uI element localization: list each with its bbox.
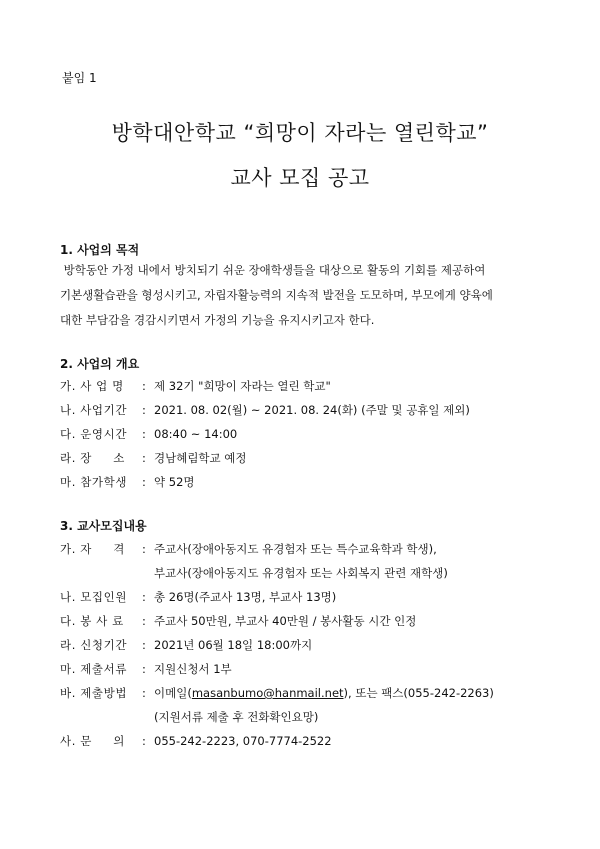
method-prefix: 이메일( bbox=[154, 686, 192, 700]
section-2-heading: 2. 사업의 개요 bbox=[60, 357, 140, 371]
colon: : bbox=[142, 590, 146, 604]
title-line-1: 방학대안학교 “희망이 자라는 열린학교” bbox=[111, 121, 489, 145]
recruit-row-count bbox=[60, 589, 336, 605]
overview-label: 마. 참가학생 bbox=[60, 475, 128, 489]
colon: : bbox=[142, 542, 146, 556]
section-1-line-2: 기본생활습관을 형성시키고, 자립자활능력의 지속적 발전을 도모하며, 부모에게 양육에 bbox=[60, 288, 493, 302]
overview-label: 라. 장 소 bbox=[60, 451, 125, 465]
recruit-qualification-line-2: 부교사(장애아동지도 유경험자 또는 사회복지 관련 재학생) bbox=[154, 566, 448, 580]
title-line-2: 교사 모집 공고 bbox=[230, 166, 370, 190]
colon: : bbox=[142, 451, 146, 465]
section-1-line-3: 대한 부담감을 경감시키면서 가정의 기능을 유지시키고자 한다. bbox=[60, 313, 375, 327]
section-1-line-1: 방학동안 가정 내에서 방치되기 쉬운 장애학생들을 대상으로 활동의 기회를 제공하여 bbox=[60, 263, 486, 277]
recruit-value: 주교사(장애아동지도 유경험자 또는 특수교육학과 학생), bbox=[154, 542, 437, 556]
overview-label: 다. 운영시간 bbox=[60, 427, 128, 441]
recruit-label: 마. 제출서류 bbox=[60, 662, 128, 676]
colon: : bbox=[142, 638, 146, 652]
overview-row-hours bbox=[60, 426, 237, 442]
recruit-row-documents bbox=[60, 661, 232, 677]
colon: : bbox=[142, 403, 146, 417]
recruit-label: 가. 자 격 bbox=[60, 542, 125, 556]
overview-value: 2021. 08. 02(월) ~ 2021. 08. 24(화) (주말 및 공휴일 제외) bbox=[154, 403, 470, 417]
overview-row-name bbox=[60, 378, 331, 394]
recruit-label: 라. 신청기간 bbox=[60, 638, 128, 652]
recruit-row-period bbox=[60, 637, 312, 653]
overview-value: 08:40 ~ 14:00 bbox=[154, 427, 238, 441]
overview-label: 가. 사 업 명 bbox=[60, 379, 124, 393]
recruit-row-method bbox=[60, 685, 494, 701]
overview-row-period bbox=[60, 402, 470, 418]
recruit-row-fee bbox=[60, 613, 416, 629]
colon: : bbox=[142, 662, 146, 676]
method-note: (지원서류 제출 후 전화확인요망) bbox=[154, 710, 319, 724]
recruit-value: 지원신청서 1부 bbox=[154, 662, 232, 676]
colon: : bbox=[142, 379, 146, 393]
overview-row-students bbox=[60, 474, 195, 490]
recruit-label: 바. 제출방법 bbox=[60, 686, 128, 700]
recruit-value: 총 26명(주교사 13명, 부교사 13명) bbox=[154, 590, 337, 604]
recruit-row-inquiry bbox=[60, 733, 332, 749]
overview-value: 경남혜림학교 예정 bbox=[154, 451, 247, 465]
overview-row-location bbox=[60, 450, 247, 466]
attachment-label: 붙임 1 bbox=[62, 71, 97, 85]
colon: : bbox=[142, 427, 146, 441]
recruit-row-qualification bbox=[60, 541, 437, 557]
recruit-label: 다. 봉 사 료 bbox=[60, 614, 124, 628]
recruit-value: 2021년 06월 18일 18:00까지 bbox=[154, 638, 313, 652]
method-suffix: ), 또는 팩스(055-242-2263) bbox=[343, 686, 494, 700]
colon: : bbox=[142, 686, 146, 700]
recruit-value: 주교사 50만원, 부교사 40만원 / 봉사활동 시간 인정 bbox=[154, 614, 417, 628]
overview-label: 나. 사업기간 bbox=[60, 403, 128, 417]
section-3-heading: 3. 교사모집내용 bbox=[60, 519, 147, 533]
email-link[interactable]: masanbumo@hanmail.net bbox=[191, 686, 344, 700]
colon: : bbox=[142, 475, 146, 489]
overview-value: 제 32기 "희망이 자라는 열린 학교" bbox=[154, 379, 331, 393]
recruit-value: 055-242-2223, 070-7774-2522 bbox=[154, 734, 332, 748]
overview-value: 약 52명 bbox=[154, 475, 195, 489]
recruit-label: 사. 문 의 bbox=[60, 734, 125, 748]
recruit-label: 나. 모집인원 bbox=[60, 590, 128, 604]
colon: : bbox=[142, 614, 146, 628]
colon: : bbox=[142, 734, 146, 748]
section-1-heading: 1. 사업의 목적 bbox=[60, 243, 140, 257]
section-1-body bbox=[60, 258, 550, 333]
